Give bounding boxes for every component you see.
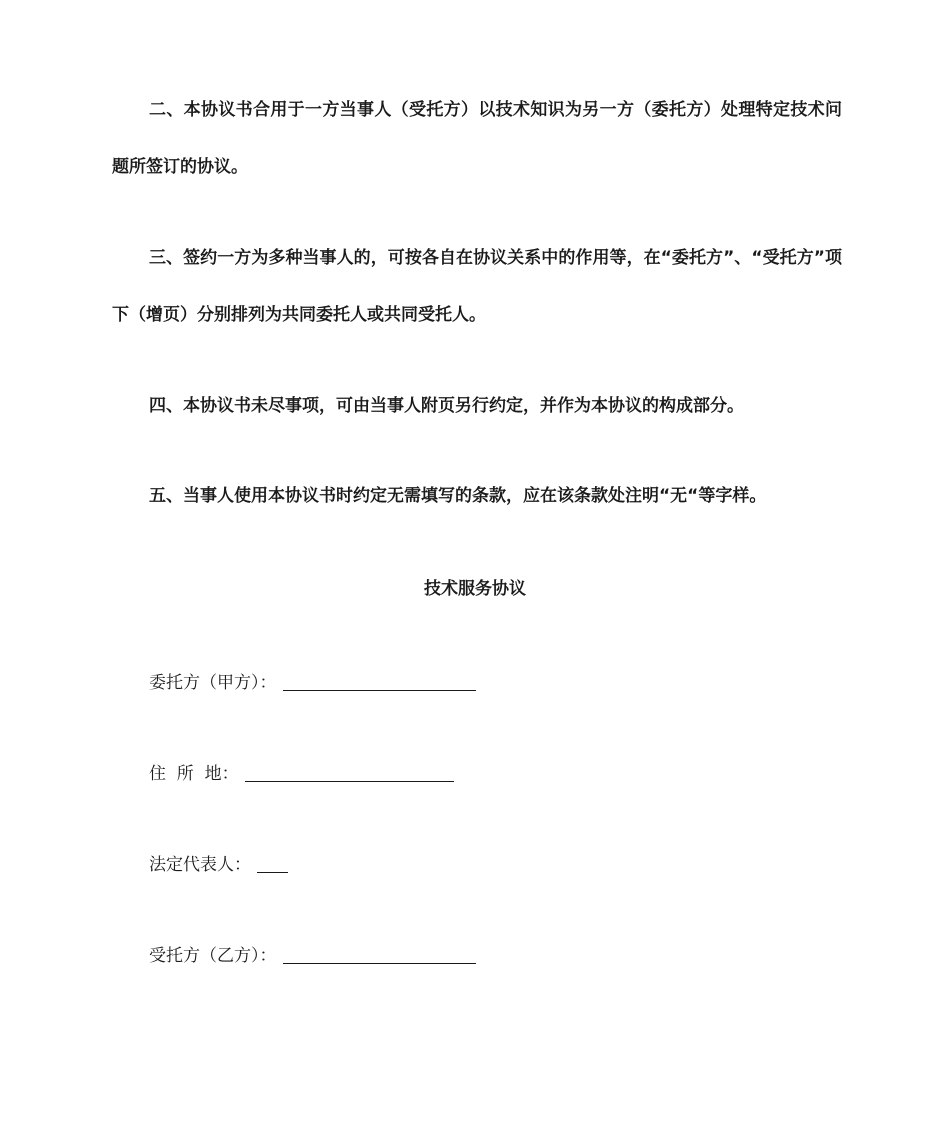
address-blank-line	[245, 764, 454, 782]
paragraph-5: 五、当事人使用本协议书时约定无需填写的条款，应在该条款处注明“无“等字样。	[149, 486, 767, 506]
contract-title: 技术服务协议	[424, 579, 526, 599]
paragraph-2: 二、本协议书合用于一方当事人（受托方）以技术知识为另一方（委托方）处理特定技术问题所签订的协议。	[112, 100, 842, 177]
contractor-label: 受托方（乙方）：	[149, 946, 277, 966]
legal-rep-field	[149, 850, 288, 875]
contractor-blank-line	[283, 946, 476, 964]
client-blank-line	[283, 673, 476, 691]
client-label: 委托方（甲方）：	[149, 673, 277, 693]
legal-rep-label: 法定代表人：	[149, 855, 251, 875]
paragraph-4: 四、本协议书未尽事项，可由当事人附页另行约定，并作为本协议的构成部分。	[149, 396, 744, 416]
client-field	[149, 668, 476, 693]
address-field	[149, 759, 454, 784]
contractor-field	[149, 941, 476, 966]
paragraph-3: 三、签约一方为多种当事人的，可按各自在协议关系中的作用等，在“委托方”、“受托方”项下（增页）分别排列为共同委托人或共同受托人。	[112, 248, 842, 325]
address-label: 住 所 地：	[149, 764, 239, 784]
legal-rep-blank-line	[257, 855, 288, 873]
